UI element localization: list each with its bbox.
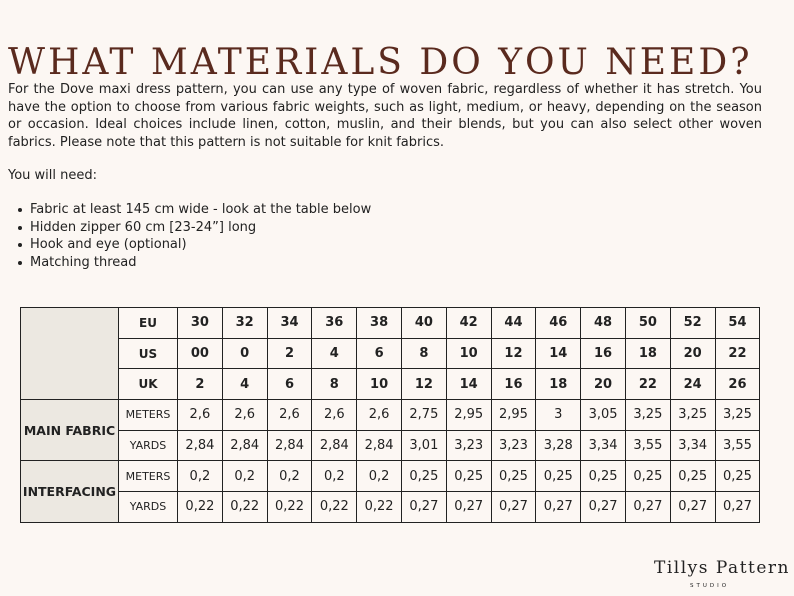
amount-cell: 0,22 bbox=[312, 492, 357, 523]
studio-logo-subtitle: STUDIO bbox=[690, 583, 730, 589]
amount-cell: 3,23 bbox=[491, 430, 536, 461]
size-cell: 26 bbox=[715, 369, 760, 400]
size-cell: 36 bbox=[312, 308, 357, 339]
amount-cell: 0,25 bbox=[536, 461, 581, 492]
size-cell: 0 bbox=[222, 338, 267, 369]
amount-cell: 3,01 bbox=[401, 430, 446, 461]
intro-paragraph: For the Dove maxi dress pattern, you can use any type of woven fabric, regardless of whether it has stretch. You have the option to choose from various fabric weights, such as light, medium, or heavy, depending on the season or occasion. Ideal choices include linen, cotton, muslin, and their blends, but you can also select other woven fabrics. Please note that this pattern is not suitable for knit fabrics. bbox=[8, 82, 762, 150]
amount-cell: 2,6 bbox=[222, 400, 267, 431]
amount-cell: 2,95 bbox=[491, 400, 536, 431]
size-cell: 54 bbox=[715, 308, 760, 339]
size-system-label: UK bbox=[119, 369, 178, 400]
amount-cell: 3,34 bbox=[670, 430, 715, 461]
amount-cell: 3,55 bbox=[625, 430, 670, 461]
amount-cell: 0,27 bbox=[715, 492, 760, 523]
amount-cell: 2,6 bbox=[178, 400, 223, 431]
amount-cell: 2,84 bbox=[357, 430, 402, 461]
amount-cell: 0,2 bbox=[267, 461, 312, 492]
size-cell: 22 bbox=[715, 338, 760, 369]
unit-label: YARDS bbox=[119, 492, 178, 523]
size-cell: 34 bbox=[267, 308, 312, 339]
table-corner-cell bbox=[21, 308, 119, 400]
size-cell: 24 bbox=[670, 369, 715, 400]
amount-cell: 0,27 bbox=[401, 492, 446, 523]
unit-label: METERS bbox=[119, 461, 178, 492]
size-cell: 10 bbox=[446, 338, 491, 369]
size-cell: 48 bbox=[581, 308, 626, 339]
size-cell: 16 bbox=[491, 369, 536, 400]
amount-cell: 0,2 bbox=[222, 461, 267, 492]
size-cell: 2 bbox=[178, 369, 223, 400]
amount-cell: 0,25 bbox=[625, 461, 670, 492]
amount-cell: 3 bbox=[536, 400, 581, 431]
amount-cell: 3,25 bbox=[670, 400, 715, 431]
fabric-requirements-table bbox=[20, 307, 760, 523]
amount-cell: 2,6 bbox=[267, 400, 312, 431]
size-cell: 40 bbox=[401, 308, 446, 339]
amount-cell: 3,25 bbox=[625, 400, 670, 431]
group-label: MAIN FABRIC bbox=[21, 400, 119, 461]
size-cell: 46 bbox=[536, 308, 581, 339]
amount-cell: 2,6 bbox=[357, 400, 402, 431]
size-header-row bbox=[21, 338, 760, 369]
studio-logo: Tillys Pattern bbox=[654, 558, 790, 578]
size-cell: 6 bbox=[267, 369, 312, 400]
amount-cell: 0,22 bbox=[267, 492, 312, 523]
table-row bbox=[21, 492, 760, 523]
amount-cell: 0,22 bbox=[178, 492, 223, 523]
size-cell: 18 bbox=[536, 369, 581, 400]
size-cell: 16 bbox=[581, 338, 626, 369]
amount-cell: 0,25 bbox=[491, 461, 536, 492]
amount-cell: 0,22 bbox=[222, 492, 267, 523]
size-cell: 8 bbox=[312, 369, 357, 400]
amount-cell: 0,2 bbox=[357, 461, 402, 492]
unit-label: METERS bbox=[119, 400, 178, 431]
amount-cell: 0,27 bbox=[446, 492, 491, 523]
amount-cell: 0,2 bbox=[178, 461, 223, 492]
amount-cell: 0,27 bbox=[491, 492, 536, 523]
page-title: WHAT MATERIALS DO YOU NEED? bbox=[8, 42, 753, 84]
size-cell: 44 bbox=[491, 308, 536, 339]
size-cell: 30 bbox=[178, 308, 223, 339]
group-label: INTERFACING bbox=[21, 461, 119, 522]
amount-cell: 3,34 bbox=[581, 430, 626, 461]
table-row bbox=[21, 461, 760, 492]
amount-cell: 2,84 bbox=[222, 430, 267, 461]
size-cell: 12 bbox=[491, 338, 536, 369]
you-will-need-label: You will need: bbox=[8, 168, 98, 183]
amount-cell: 2,6 bbox=[312, 400, 357, 431]
size-cell: 14 bbox=[446, 369, 491, 400]
amount-cell: 0,25 bbox=[581, 461, 626, 492]
amount-cell: 0,27 bbox=[670, 492, 715, 523]
amount-cell: 0,25 bbox=[446, 461, 491, 492]
size-cell: 20 bbox=[581, 369, 626, 400]
size-cell: 38 bbox=[357, 308, 402, 339]
amount-cell: 2,84 bbox=[178, 430, 223, 461]
amount-cell: 0,25 bbox=[670, 461, 715, 492]
size-cell: 20 bbox=[670, 338, 715, 369]
size-cell: 18 bbox=[625, 338, 670, 369]
amount-cell: 2,95 bbox=[446, 400, 491, 431]
amount-cell: 0,27 bbox=[625, 492, 670, 523]
size-cell: 22 bbox=[625, 369, 670, 400]
size-header-row bbox=[21, 308, 760, 339]
amount-cell: 3,23 bbox=[446, 430, 491, 461]
table-row bbox=[21, 400, 760, 431]
list-item: Matching thread bbox=[12, 254, 371, 272]
size-cell: 4 bbox=[312, 338, 357, 369]
size-system-label: US bbox=[119, 338, 178, 369]
list-item: Hidden zipper 60 cm [23-24”] long bbox=[12, 219, 371, 237]
amount-cell: 0,22 bbox=[357, 492, 402, 523]
size-cell: 14 bbox=[536, 338, 581, 369]
list-item: Hook and eye (optional) bbox=[12, 236, 371, 254]
size-header-row bbox=[21, 369, 760, 400]
size-cell: 10 bbox=[357, 369, 402, 400]
size-cell: 50 bbox=[625, 308, 670, 339]
materials-list bbox=[12, 201, 371, 271]
size-cell: 2 bbox=[267, 338, 312, 369]
amount-cell: 0,27 bbox=[581, 492, 626, 523]
amount-cell: 3,55 bbox=[715, 430, 760, 461]
size-cell: 12 bbox=[401, 369, 446, 400]
list-item: Fabric at least 145 cm wide - look at the table below bbox=[12, 201, 371, 219]
size-cell: 42 bbox=[446, 308, 491, 339]
amount-cell: 0,2 bbox=[312, 461, 357, 492]
size-cell: 52 bbox=[670, 308, 715, 339]
amount-cell: 3,28 bbox=[536, 430, 581, 461]
size-cell: 8 bbox=[401, 338, 446, 369]
amount-cell: 3,05 bbox=[581, 400, 626, 431]
size-system-label: EU bbox=[119, 308, 178, 339]
amount-cell: 0,25 bbox=[401, 461, 446, 492]
unit-label: YARDS bbox=[119, 430, 178, 461]
table-row bbox=[21, 430, 760, 461]
amount-cell: 2,75 bbox=[401, 400, 446, 431]
amount-cell: 3,25 bbox=[715, 400, 760, 431]
amount-cell: 2,84 bbox=[267, 430, 312, 461]
size-cell: 32 bbox=[222, 308, 267, 339]
size-cell: 4 bbox=[222, 369, 267, 400]
size-cell: 6 bbox=[357, 338, 402, 369]
amount-cell: 2,84 bbox=[312, 430, 357, 461]
size-cell: 00 bbox=[178, 338, 223, 369]
amount-cell: 0,27 bbox=[536, 492, 581, 523]
amount-cell: 0,25 bbox=[715, 461, 760, 492]
